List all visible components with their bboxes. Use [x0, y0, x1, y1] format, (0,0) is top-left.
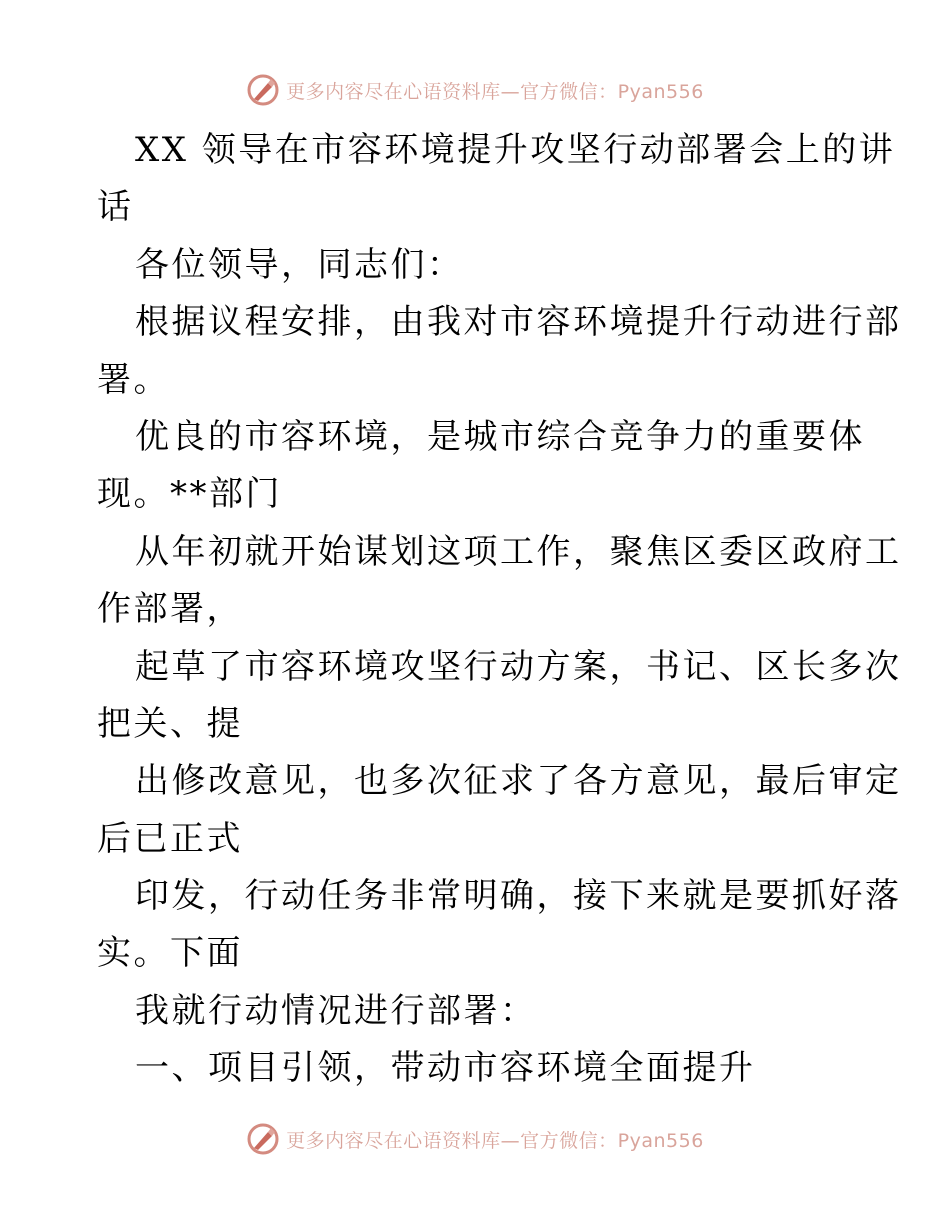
pen-logo-icon: [246, 1122, 280, 1156]
text-line: 一、项目引领，带动市容环境全面提升: [135, 1048, 756, 1089]
text-line: 后已正式: [97, 818, 243, 859]
watermark-text: 更多内容尽在心语资料库—官方微信：Pyan556: [286, 80, 704, 103]
text-line: 根据议程安排，由我对市容环境提升行动进行部: [135, 302, 902, 343]
text-line: 话: [97, 187, 134, 228]
text-line: 起草了市容环境攻坚行动方案，书记、区长多次: [135, 646, 902, 687]
header-watermark: [0, 70, 950, 110]
text-line: 实。下面: [97, 933, 243, 974]
footer-watermark: [0, 1119, 950, 1159]
document-body: [97, 122, 902, 1098]
text-line: 我就行动情况进行部署：: [135, 990, 537, 1031]
text-line: 作部署，: [97, 589, 243, 630]
text-line: 出修改意见，也多次征求了各方意见，最后审定: [135, 761, 902, 802]
text-line: 印发，行动任务非常明确，接下来就是要抓好落: [135, 876, 902, 917]
pen-logo-icon: [246, 73, 280, 107]
watermark-text: 更多内容尽在心语资料库—官方微信：Pyan556: [286, 1129, 704, 1152]
text-line: 把关、提: [97, 703, 243, 744]
text-line: 署。: [97, 359, 170, 400]
text-line: 从年初就开始谋划这项工作，聚焦区委区政府工: [135, 531, 902, 572]
text-line: 现。**部门: [97, 474, 282, 515]
text-line: 各位领导，同志们：: [135, 244, 464, 285]
text-line: XX 领导在市容环境提升攻坚行动部署会上的讲: [135, 130, 896, 170]
text-line: 优良的市容环境，是城市综合竞争力的重要体: [135, 416, 865, 457]
